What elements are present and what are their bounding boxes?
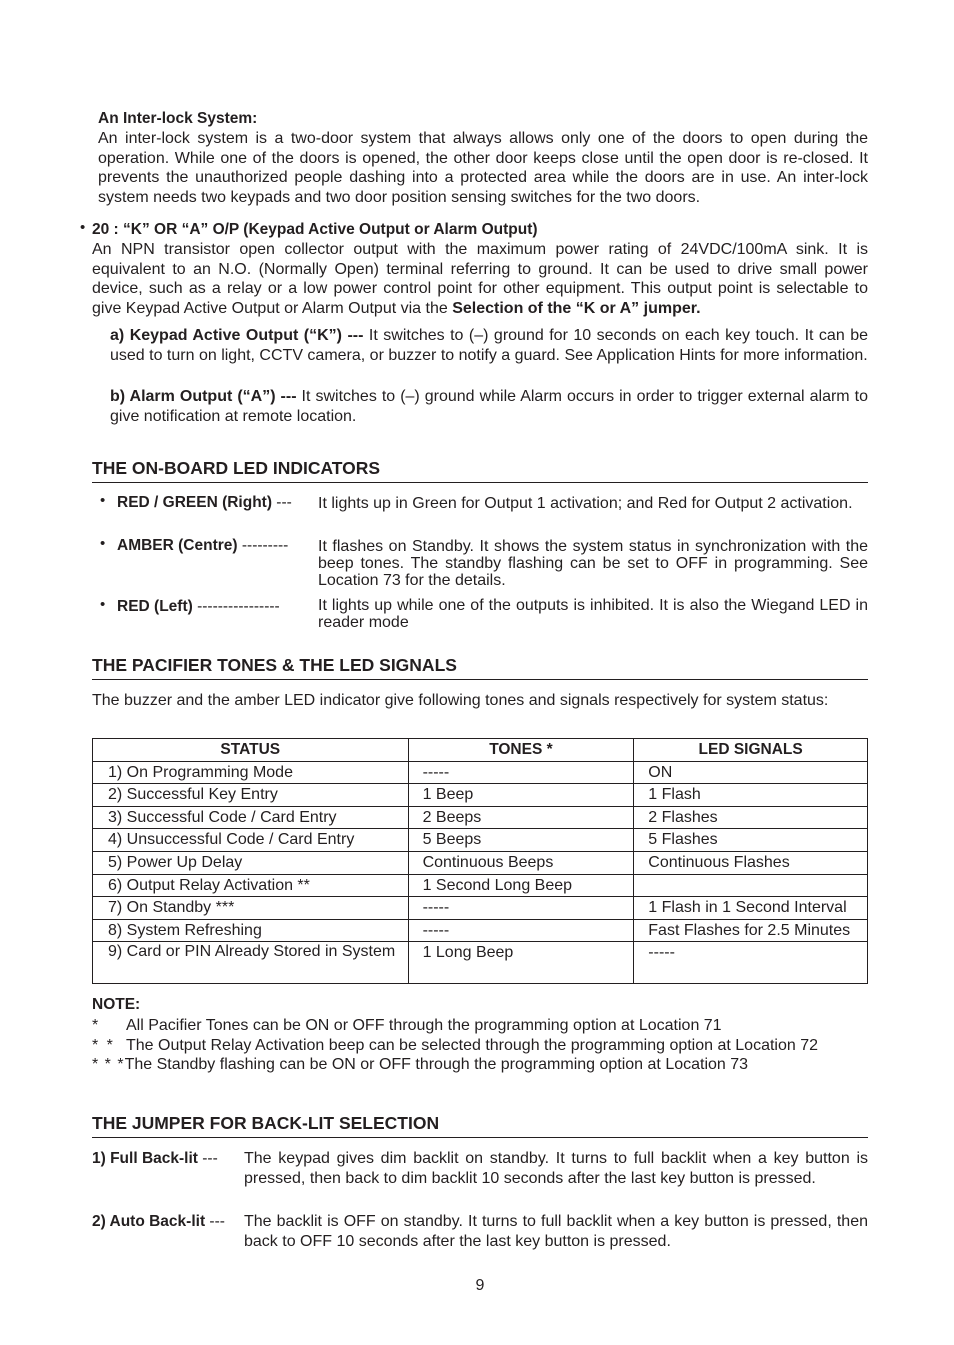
bullet: • — [100, 596, 106, 613]
status-cell: 9) Card or PIN Already Stored in System — [93, 942, 409, 984]
led-label-red-left — [117, 598, 280, 616]
backlit-label-full — [92, 1150, 218, 1168]
output20-title: 20 : “K” OR “A” O/P (Keypad Active Output or Alarm Output) — [92, 221, 538, 238]
led-signal-cell: ----- — [634, 942, 868, 984]
tones-cell: Continuous Beeps — [408, 851, 634, 874]
led-signal-cell: 2 Flashes — [634, 806, 868, 829]
backlit-desc-auto: The backlit is OFF on standby. It turns to full backlit when a key button is pressed, then back to OFF 10 seconds after the last key button is pressed. — [244, 1213, 868, 1250]
tones-cell: ----- — [408, 919, 634, 942]
interlock-body: An inter-lock system is a two-door system that always allows only one of the doors to open during the operation. While one of the doors is opened, the other door keeps close until the open door is re-closed. It prevents the unauthorized people dashing into a protected area while the doors are in use. An inter-lock system needs two keypads and two door position sensing switches for the two doors. — [98, 130, 868, 206]
note-line — [92, 1016, 722, 1035]
note-marker: * * * — [92, 1056, 125, 1073]
backlit-label-text: 2) Auto Back-lit — [92, 1213, 206, 1230]
table-row — [93, 874, 868, 897]
output20-body — [92, 240, 868, 318]
status-cell: 6) Output Relay Activation ** — [93, 874, 409, 897]
note-title: NOTE: — [92, 996, 141, 1013]
led-signal-cell: ON — [634, 761, 868, 784]
pacifier-intro: The buzzer and the amber LED indicator give following tones and signals respectively for system status: — [92, 692, 829, 709]
divider — [92, 1137, 868, 1138]
led-signal-cell — [634, 874, 868, 897]
led-label-amber — [117, 537, 288, 555]
led-desc-red-left: It lights up while one of the outputs is inhibited. It is also the Wiegand LED in reader mode — [318, 597, 868, 631]
table-row — [93, 806, 868, 829]
note-text: The Standby flashing can be ON or OFF through the programming option at Location 73 — [124, 1056, 749, 1073]
led-label-dash: --- — [272, 494, 292, 511]
bullet: • — [100, 492, 106, 509]
interlock-title: An Inter-lock System: — [98, 110, 258, 127]
note-text: All Pacifier Tones can be ON or OFF through the programming option at Location 71 — [126, 1017, 722, 1034]
led-label-text: AMBER (Centre) — [117, 537, 238, 554]
note-line — [92, 1036, 818, 1055]
backlit-label-dash: --- — [205, 1213, 225, 1230]
led-signal-cell: 5 Flashes — [634, 829, 868, 852]
note-marker: * * — [92, 1037, 115, 1054]
table-header-row — [93, 739, 868, 762]
table-row — [93, 942, 868, 984]
table-row — [93, 919, 868, 942]
tones-cell: 2 Beeps — [408, 806, 634, 829]
led-signal-cell: 1 Flash in 1 Second Interval — [634, 897, 868, 920]
led-desc-amber: It flashes on Standby. It shows the system status in synchronization with the beep tones. The standby flashing can be set to OFF in programming. See Location 73 for the details. — [318, 538, 868, 589]
output20-body-bold: Selection of the “K or A” jumper. — [452, 299, 701, 317]
note-line — [92, 1055, 748, 1074]
status-cell: 2) Successful Key Entry — [93, 784, 409, 807]
led-signal-cell: Continuous Flashes — [634, 851, 868, 874]
keypad-active-text: It switches to (–) ground for 10 seconds on each key touch. It can be used to turn on light, CCTV camera, or buzzer to notify a guard. See Application Hints for more information. — [110, 327, 869, 364]
page-number: 9 — [475, 1277, 485, 1294]
tones-cell: 1 Second Long Beep — [408, 874, 634, 897]
status-cell: 1) On Programming Mode — [93, 761, 409, 784]
led-signal-cell: 1 Flash — [634, 784, 868, 807]
led-label-text: RED (Left) — [117, 598, 193, 615]
tones-cell: ----- — [408, 897, 634, 920]
backlit-desc-full: The keypad gives dim backlit on standby. It turns to full backlit when a key button is pressed, then back to dim backlit 10 seconds after the last key button is pressed. — [244, 1150, 868, 1187]
table-row — [93, 851, 868, 874]
tones-cell: 1 Beep — [408, 784, 634, 807]
table-row — [93, 784, 868, 807]
table-row — [93, 829, 868, 852]
led-heading: THE ON-BOARD LED INDICATORS — [92, 458, 381, 478]
status-cell: 7) On Standby *** — [93, 897, 409, 920]
backlit-label-dash: --- — [197, 1150, 218, 1167]
bullet: • — [100, 535, 106, 552]
pacifier-heading: THE PACIFIER TONES & THE LED SIGNALS — [92, 655, 457, 675]
output20-body-text: An NPN transistor open collector output with the maximum power rating of 24VDC/100mA sink. It is equivalent to an N.O. (Normally Open) terminal referring to ground. It can be used to drive small power device, such as a relay or a low power control point for other equipment. This output point is selectable to give Keypad Active Output or Alarm Output via the — [92, 241, 868, 317]
led-signal-cell: Fast Flashes for 2.5 Minutes — [634, 919, 868, 942]
column-header-tones: TONES * — [408, 739, 634, 762]
keypad-active-label: a) Keypad Active Output (“K”) --- — [110, 327, 364, 344]
backlit-label-auto — [92, 1213, 225, 1231]
note-text: The Output Relay Activation beep can be selected through the programming option at Location 72 — [126, 1037, 818, 1054]
backlit-label-text: 1) Full Back-lit — [92, 1150, 198, 1167]
bullet: • — [80, 219, 86, 236]
divider — [92, 482, 868, 483]
tones-table — [92, 738, 868, 984]
column-header-status: STATUS — [93, 739, 409, 762]
led-label-dash: --------- — [237, 537, 289, 554]
alarm-output-text: It switches to (–) ground while Alarm occurs in order to trigger external alarm to give notification at remote location. — [110, 388, 868, 425]
table-row — [93, 761, 868, 784]
led-desc-red-green: It lights up in Green for Output 1 activation; and Red for Output 2 activation. — [318, 495, 853, 512]
output20-alarm — [110, 387, 868, 426]
status-cell: 8) System Refreshing — [93, 919, 409, 942]
tones-cell: 5 Beeps — [408, 829, 634, 852]
table-row — [93, 897, 868, 920]
led-label-red-green — [117, 494, 292, 512]
note-marker: * — [92, 1017, 101, 1034]
led-label-dash: ---------------- — [192, 598, 280, 615]
output20-keypad-active — [110, 326, 868, 365]
backlit-heading: THE JUMPER FOR BACK-LIT SELECTION — [92, 1113, 440, 1133]
status-cell: 4) Unsuccessful Code / Card Entry — [93, 829, 409, 852]
column-header-led-signals: LED SIGNALS — [634, 739, 868, 762]
tones-cell: 1 Long Beep — [408, 942, 634, 984]
status-cell: 3) Successful Code / Card Entry — [93, 806, 409, 829]
divider — [92, 679, 868, 680]
led-label-text: RED / GREEN (Right) — [117, 494, 272, 511]
status-cell: 5) Power Up Delay — [93, 851, 409, 874]
tones-cell: ----- — [408, 761, 634, 784]
alarm-output-label: b) Alarm Output (“A”) --- — [110, 388, 297, 405]
